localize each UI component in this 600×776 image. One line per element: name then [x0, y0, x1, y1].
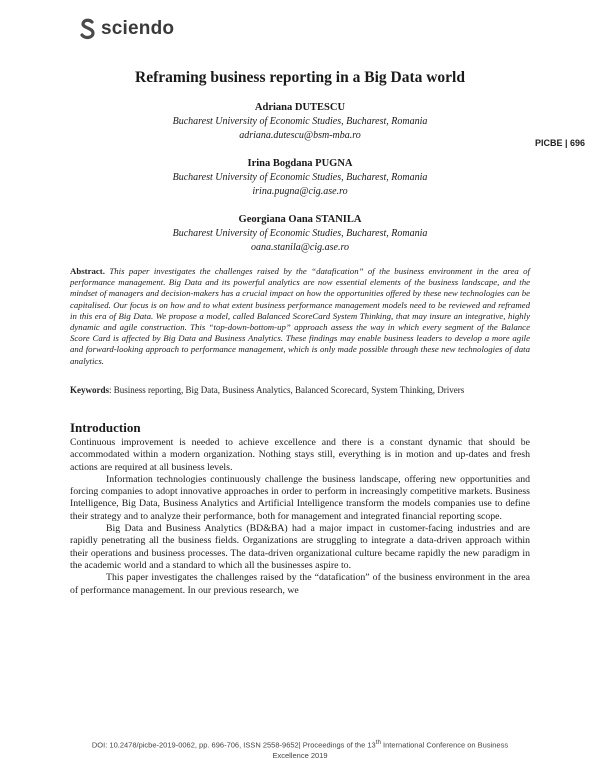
author-email: adriana.dutescu@bsm-mba.ro	[239, 130, 361, 141]
footer-line-1	[0, 738, 600, 751]
footer-conference: International Conference on Business	[380, 740, 509, 750]
author-email: irina.pugna@cig.ase.ro	[252, 186, 348, 197]
paragraph: Information technologies continuously challenge the business landscape, offering new opportunities and forcing companies to adopt innovative approaches in order to perform in increasingly competitive markets. Business Intelligence, Big Data, Business Analytics and Artificial Intelligence transform the models companies use to define their strategy and to analyze their performance, both for management and integrated financial reporting scope.	[70, 473, 530, 522]
section-heading: Introduction	[70, 420, 141, 435]
publisher-logo	[80, 18, 174, 40]
paper-title: Reframing business reporting in a Big Data world	[135, 69, 465, 86]
keywords	[70, 384, 530, 396]
sciendo-s-icon	[80, 18, 96, 40]
footer-doi: DOI: 10.2478/picbe-2019-0062, pp. 696-706, ISSN 2558-9652| Proceedings of the 13	[91, 740, 376, 750]
footer-line-2: Excellence 2019	[272, 750, 328, 760]
keywords-label: Keywords	[70, 385, 109, 395]
author-2	[0, 156, 600, 199]
author-name: Georgiana Oana STANILA	[238, 214, 362, 225]
abstract-text: This paper investigates the challenges raised by the “datafication” of the business environment in the area of performance management. Big Data and its powerful analytics are now essential elements of the business landscape, and the mindset of managers and decision-makers has a crucial impact on how the opportunities offered by these new technologies can be capitalised. Our focus is on how and to what extent business performance management models need to be reviewed and reframed in this era of Big Data. We propose a model, called Balanced ScoreCard System Thinking, that may insure an integrative, highly dynamic and agile construction. This “top-down-bottom-up” approach assess the way in which every segment of the Balance Score Card is affected by Big Data and Business Analytics. These findings may enable business leaders to develop a more agile and forward-looking approach to performance management, which is only made possible through these new technologies of data analytics.	[70, 266, 530, 366]
author-email: oana.stanila@cig.ase.ro	[251, 242, 349, 253]
paragraph: Big Data and Business Analytics (BD&BA) had a major impact in customer-facing industries and are rapidly penetrating all the business fields. Organizations are struggling to integrate a data-driven approach within their operations and business processes. The data-driven organizational culture became rapidly the new paradigm in the academic world and a standard to which all the businesses aspire to.	[70, 523, 530, 571]
abstract	[70, 266, 530, 367]
paragraph: Continuous improvement is needed to achieve excellence and there is a constant dynamic that should be accommodated within a modern organization. Nothing stays still, everything is in motion and up-dates and fresh actions are required at all business levels.	[70, 437, 530, 473]
paragraph: This paper investigates the challenges raised by the “datafication” of the business environment in the area of performance management. In our previous research, we	[70, 572, 530, 596]
logo-text: sciendo	[101, 18, 175, 39]
keywords-text: : Business reporting, Big Data, Business Analytics, Balanced Scorecard, System Thinking, Drivers	[109, 385, 465, 395]
author-name: Irina Bogdana PUGNA	[247, 158, 353, 169]
author-affiliation: Bucharest University of Economic Studies, Bucharest, Romania	[172, 228, 428, 239]
author-3	[0, 212, 600, 255]
author-affiliation: Bucharest University of Economic Studies, Bucharest, Romania	[172, 116, 428, 127]
section-body	[70, 437, 530, 597]
author-1	[0, 100, 600, 143]
page-footer	[0, 738, 600, 761]
page-reference: PICBE | 696	[535, 138, 586, 148]
author-name: Adriana DUTESCU	[254, 102, 346, 113]
footer-superscript: th	[375, 739, 381, 746]
abstract-label: Abstract.	[70, 266, 105, 276]
author-affiliation: Bucharest University of Economic Studies, Bucharest, Romania	[172, 172, 428, 183]
